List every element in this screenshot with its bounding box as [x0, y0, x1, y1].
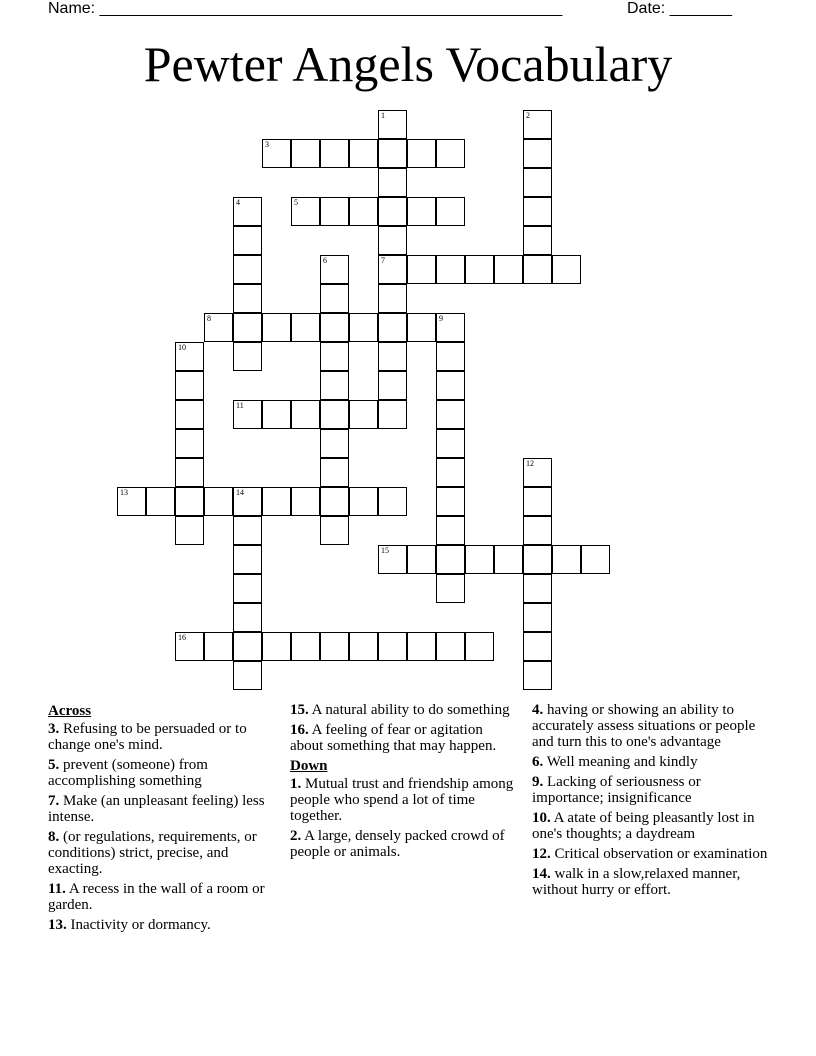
clue-section-heading: Across	[48, 703, 92, 719]
crossword-cell[interactable]	[378, 400, 407, 429]
crossword-cell[interactable]	[291, 139, 320, 168]
clue-item-text: A large, densely packed crowd of people or animals.	[290, 828, 505, 860]
crossword-cell[interactable]	[146, 487, 175, 516]
crossword-cell[interactable]	[494, 255, 523, 284]
page-title: Pewter Angels Vocabulary	[143, 36, 673, 92]
clue-item-text: Critical observation or examination	[550, 846, 768, 862]
crossword-cell[interactable]	[320, 197, 349, 226]
crossword-cell[interactable]	[204, 632, 233, 661]
crossword-cell[interactable]	[349, 632, 378, 661]
crossword-cell[interactable]	[407, 255, 436, 284]
crossword-cell[interactable]	[233, 661, 262, 690]
clue-item	[532, 810, 772, 842]
crossword-cell[interactable]	[523, 458, 552, 487]
crossword-cell[interactable]	[581, 545, 610, 574]
crossword-cell[interactable]	[523, 574, 552, 603]
crossword-cell[interactable]	[436, 371, 465, 400]
clue-item-number: 5.	[48, 757, 60, 773]
clue-item-number: 3.	[48, 721, 60, 737]
clue-item	[48, 721, 276, 753]
clue-item-text: Inactivity or dormancy.	[66, 917, 211, 933]
crossword-cell[interactable]	[291, 197, 320, 226]
clue-number: 8	[207, 314, 211, 323]
crossword-cell[interactable]	[436, 487, 465, 516]
crossword-cell[interactable]	[233, 487, 262, 516]
crossword-cell[interactable]	[233, 603, 262, 632]
clue-number: 15	[381, 546, 389, 555]
crossword-cell[interactable]	[436, 574, 465, 603]
crossword-cell[interactable]	[523, 545, 552, 574]
crossword-cell[interactable]	[523, 139, 552, 168]
crossword-cell[interactable]	[233, 574, 262, 603]
crossword-cell[interactable]	[523, 516, 552, 545]
crossword-cell[interactable]	[233, 226, 262, 255]
crossword-cell[interactable]	[117, 487, 146, 516]
crossword-cell[interactable]	[320, 139, 349, 168]
clue-item	[48, 917, 276, 933]
crossword-cell[interactable]	[436, 545, 465, 574]
crossword-cell[interactable]	[494, 545, 523, 574]
crossword-cell[interactable]	[233, 516, 262, 545]
clue-item-number: 8.	[48, 829, 60, 845]
clues-column-2	[290, 702, 518, 864]
crossword-cell[interactable]	[262, 632, 291, 661]
clue-item	[290, 722, 518, 754]
clue-number: 1	[381, 111, 385, 120]
crossword-cell[interactable]	[233, 632, 262, 661]
crossword-cell[interactable]	[175, 458, 204, 487]
clue-item-text: (or regulations, requirements, or conditions) strict, precise, and exacting.	[48, 829, 257, 877]
clue-item	[48, 881, 276, 913]
clue-item	[290, 776, 518, 824]
crossword-cell[interactable]	[523, 487, 552, 516]
date-field-label[interactable]: Date: _______	[627, 0, 732, 17]
crossword-cell[interactable]	[523, 632, 552, 661]
clue-item-text: A recess in the wall of a room or garden.	[48, 881, 265, 913]
crossword-cell[interactable]	[349, 139, 378, 168]
crossword-cell[interactable]	[233, 342, 262, 371]
clue-number: 3	[265, 140, 269, 149]
crossword-cell[interactable]	[320, 371, 349, 400]
crossword-cell[interactable]	[523, 168, 552, 197]
crossword-cell[interactable]	[320, 632, 349, 661]
crossword-cell[interactable]	[378, 139, 407, 168]
clue-section-heading: Down	[290, 758, 328, 774]
clue-item-number: 15.	[290, 702, 309, 718]
clue-number: 2	[526, 111, 530, 120]
clue-number: 5	[294, 198, 298, 207]
crossword-cell[interactable]	[407, 139, 436, 168]
crossword-cell[interactable]	[378, 371, 407, 400]
clue-item	[532, 702, 772, 750]
crossword-cell[interactable]	[465, 545, 494, 574]
clue-item-number: 4.	[532, 702, 544, 718]
clue-item-number: 6.	[532, 754, 544, 770]
crossword-cell[interactable]	[523, 603, 552, 632]
clue-item-number: 10.	[532, 810, 551, 826]
crossword-cell[interactable]	[320, 458, 349, 487]
crossword-cell[interactable]	[552, 545, 581, 574]
crossword-cell[interactable]	[378, 226, 407, 255]
clues-column-3	[532, 702, 772, 902]
clue-number: 10	[178, 343, 186, 352]
crossword-cell[interactable]	[175, 400, 204, 429]
crossword-cell[interactable]	[378, 110, 407, 139]
clue-number: 13	[120, 488, 128, 497]
crossword-cell[interactable]	[378, 168, 407, 197]
crossword-cell[interactable]	[233, 284, 262, 313]
crossword-cell[interactable]	[320, 487, 349, 516]
crossword-cell[interactable]	[175, 487, 204, 516]
clue-item-text: walk in a slow,relaxed manner, without hurry or effort.	[532, 866, 741, 898]
crossword-cell[interactable]	[436, 255, 465, 284]
crossword-cell[interactable]	[291, 487, 320, 516]
crossword-cell[interactable]	[262, 400, 291, 429]
crossword-cell[interactable]	[378, 342, 407, 371]
crossword-cell[interactable]	[436, 139, 465, 168]
crossword-cell[interactable]	[349, 197, 378, 226]
clue-item-number: 14.	[532, 866, 551, 882]
crossword-cell[interactable]	[233, 255, 262, 284]
crossword-cell[interactable]	[233, 400, 262, 429]
clue-number: 12	[526, 459, 534, 468]
clue-item-text: having or showing an ability to accurately assess situations or people and turn this to one's advantage	[532, 702, 756, 750]
clue-number: 7	[381, 256, 385, 265]
crossword-cell[interactable]	[436, 429, 465, 458]
crossword-cell[interactable]	[523, 110, 552, 139]
clue-item	[532, 866, 772, 898]
clue-item-text: Lacking of seriousness or importance; insignificance	[532, 774, 701, 806]
clue-item-text: Refusing to be persuaded or to change one's mind.	[48, 721, 247, 753]
crossword-cell[interactable]	[175, 632, 204, 661]
clue-item-text: Make (an unpleasant feeling) less intense.	[48, 793, 265, 825]
crossword-cell[interactable]	[204, 313, 233, 342]
clue-number: 4	[236, 198, 240, 207]
crossword-cell[interactable]	[378, 313, 407, 342]
clue-item	[48, 757, 276, 789]
clue-item-number: 13.	[48, 917, 67, 933]
crossword-cell[interactable]	[523, 661, 552, 690]
clue-item-text: Well meaning and kindly	[543, 754, 698, 770]
clue-item-number: 1.	[290, 776, 302, 792]
crossword-cell[interactable]	[262, 313, 291, 342]
crossword-cell[interactable]	[436, 342, 465, 371]
crossword-cell[interactable]	[175, 516, 204, 545]
crossword-cell[interactable]	[465, 632, 494, 661]
crossword-cell[interactable]	[523, 197, 552, 226]
clue-number: 11	[236, 401, 244, 410]
crossword-cell[interactable]	[378, 545, 407, 574]
crossword-cell[interactable]	[378, 632, 407, 661]
crossword-cell[interactable]	[407, 632, 436, 661]
crossword-cell[interactable]	[233, 545, 262, 574]
crossword-cell[interactable]	[378, 284, 407, 313]
clue-item	[532, 774, 772, 806]
crossword-cell[interactable]	[349, 487, 378, 516]
crossword-cell[interactable]	[320, 516, 349, 545]
crossword-cell[interactable]	[407, 545, 436, 574]
crossword-cell[interactable]	[320, 342, 349, 371]
clue-item	[290, 702, 518, 718]
crossword-cell[interactable]	[320, 284, 349, 313]
clue-item-number: 7.	[48, 793, 60, 809]
clue-item-number: 9.	[532, 774, 544, 790]
crossword-cell[interactable]	[262, 139, 291, 168]
clue-number: 6	[323, 256, 327, 265]
clue-number: 9	[439, 314, 443, 323]
crossword-cell[interactable]	[320, 255, 349, 284]
clue-item-text: prevent (someone) from accomplishing something	[48, 757, 208, 789]
crossword-cell[interactable]	[407, 197, 436, 226]
crossword-cell[interactable]	[262, 487, 291, 516]
crossword-cell[interactable]	[436, 313, 465, 342]
crossword-cell[interactable]	[291, 632, 320, 661]
crossword-cell[interactable]	[552, 255, 581, 284]
crossword-cell[interactable]	[320, 400, 349, 429]
crossword-cell[interactable]	[407, 313, 436, 342]
clue-item	[48, 829, 276, 877]
crossword-cell[interactable]	[233, 313, 262, 342]
crossword-cell[interactable]	[523, 255, 552, 284]
crossword-cell[interactable]	[523, 226, 552, 255]
crossword-cell[interactable]	[349, 313, 378, 342]
clue-number: 14	[236, 488, 244, 497]
name-field-label[interactable]: Name: ____________________________________________________	[48, 0, 563, 17]
crossword-cell[interactable]	[436, 516, 465, 545]
crossword-cell[interactable]	[436, 400, 465, 429]
clues-column-1	[48, 702, 276, 937]
crossword-cell[interactable]	[436, 458, 465, 487]
clue-item	[532, 846, 772, 862]
clue-number: 16	[178, 633, 186, 642]
crossword-cell[interactable]	[465, 255, 494, 284]
crossword-cell[interactable]	[320, 429, 349, 458]
clue-item-text: A atate of being pleasantly lost in one's thoughts; a daydream	[532, 810, 755, 842]
clue-item-number: 16.	[290, 722, 309, 738]
crossword-cell[interactable]	[436, 197, 465, 226]
clue-item	[290, 828, 518, 860]
crossword-cell[interactable]	[175, 342, 204, 371]
crossword-cell[interactable]	[378, 197, 407, 226]
crossword-cell[interactable]	[320, 313, 349, 342]
clue-item-number: 2.	[290, 828, 302, 844]
clue-item-number: 12.	[532, 846, 551, 862]
clue-item-text: Mutual trust and friendship among people who spend a lot of time together.	[290, 776, 514, 824]
crossword-cell[interactable]	[349, 400, 378, 429]
clue-item-text: A natural ability to do something	[308, 702, 510, 718]
crossword-cell[interactable]	[436, 632, 465, 661]
clue-item-number: 11.	[48, 881, 66, 897]
crossword-cell[interactable]	[291, 400, 320, 429]
crossword-cell[interactable]	[175, 371, 204, 400]
crossword-cell[interactable]	[291, 313, 320, 342]
clue-item-text: A feeling of fear or agitation about something that may happen.	[290, 722, 497, 754]
clue-item	[48, 793, 276, 825]
crossword-cell[interactable]	[204, 487, 233, 516]
crossword-cell[interactable]	[233, 197, 262, 226]
clue-item	[532, 754, 772, 770]
crossword-cell[interactable]	[378, 255, 407, 284]
crossword-cell[interactable]	[175, 429, 204, 458]
crossword-cell[interactable]	[378, 487, 407, 516]
